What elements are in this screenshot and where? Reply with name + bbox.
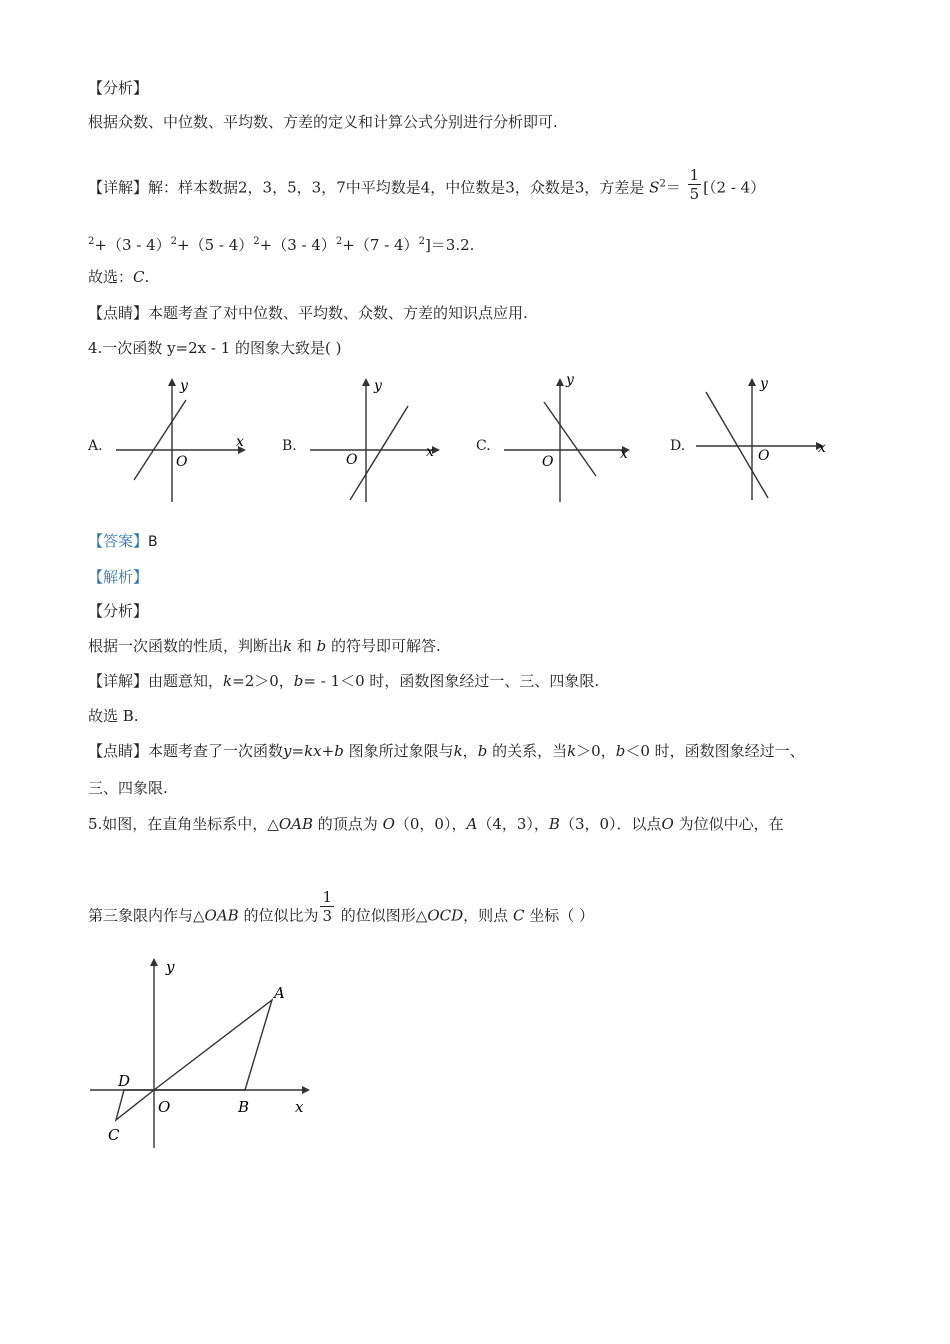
origin-label: O [176, 454, 188, 470]
analysis-text: 根据众数、中位数、平均数、方差的定义和计算公式分别进行分析即可. [88, 113, 558, 131]
text: ＞0， [576, 742, 616, 760]
point-o: O [661, 815, 674, 833]
comment-line-4b: 三、四象限. [88, 779, 168, 797]
superscript: 2 [335, 236, 343, 247]
text: 第三象限内作与△ [88, 906, 205, 925]
function-expr: y=kx+b [283, 742, 344, 760]
text: 图象所过象限与 [343, 742, 454, 760]
answer-line [88, 531, 158, 552]
point-b: B [548, 815, 560, 833]
answer-heading: 【答案】 [88, 532, 149, 550]
option-c-label: C. [476, 438, 491, 454]
detail-heading: 【详解】 [88, 178, 149, 197]
comment-line-4 [88, 741, 805, 761]
option-b-label: B. [282, 438, 297, 454]
text: =2＞0， [232, 672, 294, 690]
option-d-label: D. [670, 438, 686, 454]
var-k: k [567, 742, 577, 760]
question-5-line2 [88, 888, 594, 935]
origin-label: O [758, 448, 770, 464]
comment-line [88, 303, 528, 323]
var-b: b [293, 672, 304, 690]
text: 和 [292, 637, 317, 655]
choice-line-4: 故选 B. [88, 707, 139, 725]
text: 的符号即可解答. [326, 637, 441, 655]
text: 的位似图形△ [336, 906, 428, 925]
y-label: y [760, 376, 768, 392]
detail-text: 解：样本数据2，3，5，3，7中平均数是4，中位数是3，众数是3，方差是 [148, 178, 645, 197]
bracket-term: [（2 - 4） [703, 178, 766, 197]
label-c: C [108, 1126, 120, 1144]
detail-heading: 【详解】 [88, 672, 149, 690]
graph-option-d [692, 370, 842, 508]
coordinate-figure [88, 952, 318, 1152]
comment-heading: 【点睛】 [88, 742, 149, 760]
superscript: 2 [170, 236, 178, 247]
comment-heading: 【点睛】 [88, 304, 149, 322]
origin-label: O [346, 452, 358, 468]
y-arrow-icon [362, 378, 370, 386]
origin-label: O [542, 454, 554, 470]
superscript: 2 [88, 236, 95, 247]
x-arrow-icon [302, 1086, 310, 1094]
text: 为位似中心，在 [673, 815, 784, 833]
x-label: x [620, 446, 628, 462]
superscript: 2 [253, 236, 260, 247]
text: （4，3）， [477, 815, 549, 833]
option-a-label: A. [88, 438, 103, 454]
y-arrow-icon [556, 378, 564, 386]
text: 坐标（ ） [524, 906, 594, 925]
variance-continuation [88, 232, 474, 255]
y-label: y [566, 372, 574, 388]
term: +（7 - 4） [342, 236, 419, 254]
triangle-ocd-shape [116, 1090, 154, 1120]
fraction-one-fifth [688, 166, 702, 203]
label-b: B [238, 1098, 250, 1116]
function-line [706, 392, 768, 498]
choice-prefix: 故选： [88, 268, 134, 286]
term: +（5 - 4） [177, 236, 254, 254]
graph-option-a [110, 370, 250, 508]
text: 的顶点为 [313, 815, 383, 833]
text: （0，0）， [394, 815, 467, 833]
x-label: x [236, 434, 244, 450]
answer-value: B [148, 534, 158, 550]
fraction-numerator: 1 [689, 166, 700, 184]
fraction-denominator: 3 [322, 907, 333, 925]
text: 根据一次函数的性质，判断出 [88, 637, 284, 655]
text: 的关系，当 [487, 742, 568, 760]
variance-symbol: S [649, 178, 660, 197]
var-b: b [316, 637, 327, 655]
equals-sign: ＝ [665, 178, 681, 197]
text: 由题意知， [148, 672, 224, 690]
var-b: b [477, 742, 488, 760]
text: 的位似比为 [238, 906, 319, 925]
y-label: y [166, 958, 175, 976]
y-arrow-icon [168, 378, 176, 386]
function-line [350, 406, 408, 500]
label-o: O [158, 1098, 171, 1116]
detail-line-4 [88, 671, 599, 691]
x-label: x [426, 444, 434, 460]
term: +（3 - 4） [94, 236, 171, 254]
triangle-oab: OAB [204, 906, 239, 925]
var-k: k [223, 672, 233, 690]
comment-text: 本题考查了对中位数、平均数、众数、方差的知识点应用. [148, 304, 528, 322]
choice-letter: C [133, 268, 145, 286]
var-k: k [283, 637, 293, 655]
choice-line [88, 267, 149, 287]
y-label: y [374, 378, 382, 394]
graph-option-c [498, 370, 638, 508]
text: ， [462, 742, 478, 760]
detail-line [88, 166, 766, 207]
question-4: 4.一次函数 y=2x - 1 的图象大致是( ) [88, 339, 342, 357]
text: 5.如图，在直角坐标系中，△ [88, 815, 279, 833]
superscript: 2 [659, 178, 666, 190]
triangle-oab: OAB [278, 815, 314, 833]
label-d: D [118, 1072, 131, 1090]
text: 本题考查了一次函数 [148, 742, 284, 760]
analysis-text-4 [88, 636, 441, 656]
var-k: k [453, 742, 463, 760]
fraction-denominator: 5 [689, 185, 700, 203]
text: ，则点 [463, 906, 513, 925]
triangle-ocd: OCD [427, 906, 464, 925]
text: （3，0）．以点 [559, 815, 662, 833]
y-arrow-icon [748, 378, 756, 386]
x-label: x [818, 440, 826, 456]
y-label: y [180, 378, 188, 394]
y-arrow-icon [150, 958, 158, 966]
label-a: A [274, 984, 285, 1002]
text: ＜0 时，函数图象经过一、 [625, 742, 805, 760]
text: = - 1＜0 时，函数图象经过一、三、四象限. [303, 672, 600, 690]
point-c: C [512, 906, 525, 925]
solution-heading: 【解析】 [88, 568, 149, 586]
analysis-heading-4: 【分析】 [88, 602, 149, 620]
var-b: b [615, 742, 626, 760]
triangle-oab-shape [154, 1000, 272, 1090]
result: ]＝3.2. [424, 236, 475, 254]
question-5-line1 [88, 814, 784, 834]
fraction-one-third [320, 888, 334, 925]
x-label: x [295, 1098, 304, 1116]
term: +（3 - 4） [259, 236, 336, 254]
superscript: 2 [418, 236, 425, 247]
point-o: O [382, 815, 395, 833]
point-a: A [466, 815, 478, 833]
fraction-numerator: 1 [322, 888, 333, 906]
graph-option-b [304, 370, 444, 508]
choice-end: . [144, 268, 150, 286]
analysis-heading: 【分析】 [88, 79, 149, 97]
